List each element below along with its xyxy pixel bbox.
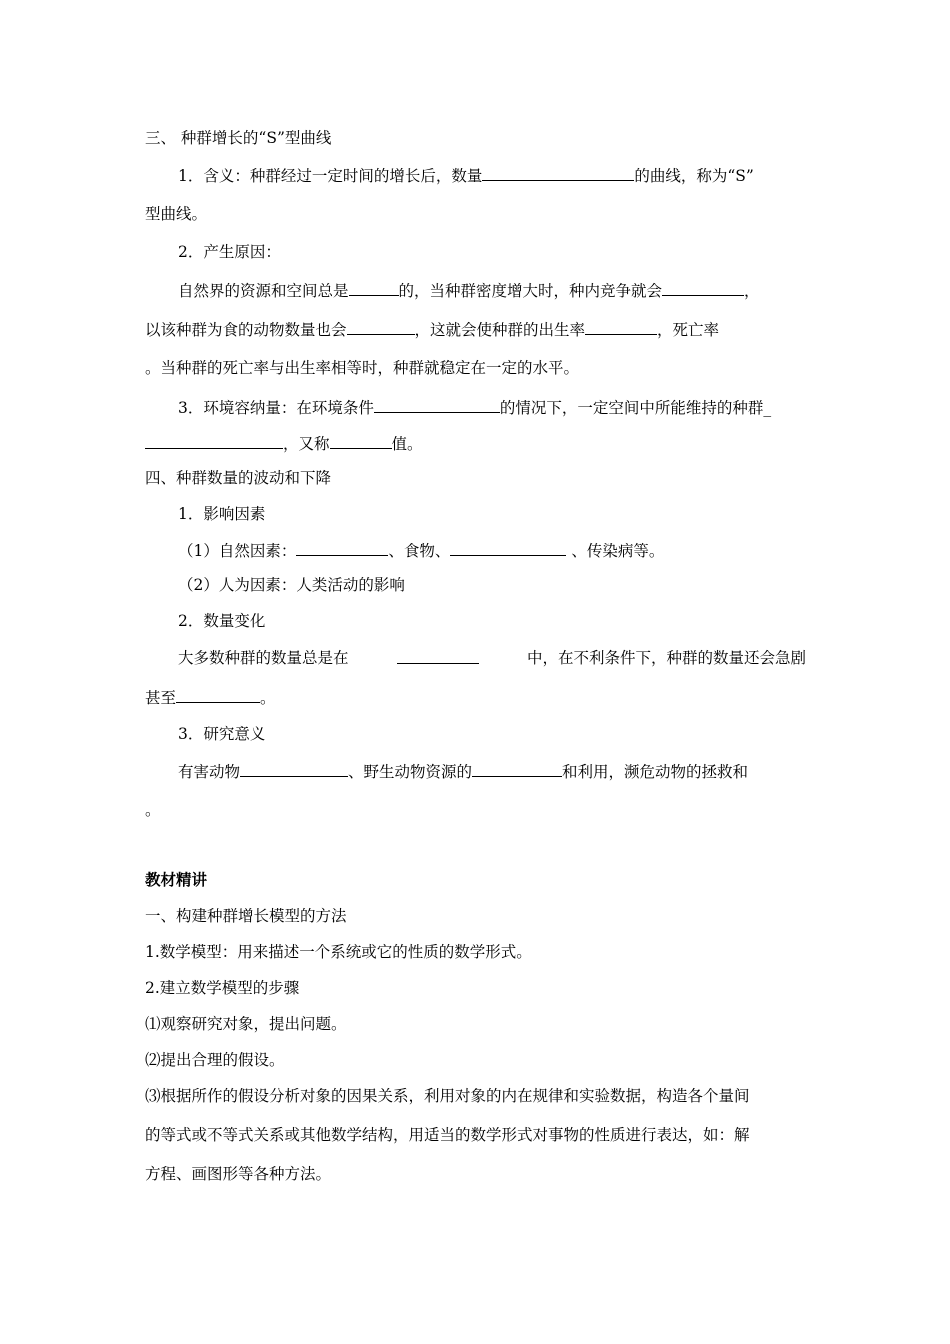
blank-field[interactable] (347, 319, 415, 335)
cause-text-2c: ，死亡率 (657, 321, 720, 339)
lecture-heading: 教材精讲 (145, 870, 208, 889)
lecture-p1: 1.数学模型：用来描述一个系统或它的性质的数学形式。 (145, 943, 532, 961)
lecture-p5-line3: 方程、画图形等各种方法。 (145, 1165, 332, 1183)
blank-field[interactable] (585, 319, 657, 335)
change-text-1a: 大多数种群的数量总是在 (178, 649, 349, 667)
change-line-2 (145, 687, 276, 708)
meaning-cont: 型曲线。 (145, 205, 208, 223)
meaning-text-a: 1．含义：种群经过一定时间的增长后，数量 (178, 167, 483, 185)
blank-field[interactable] (145, 433, 283, 449)
change-text-1b: 中，在不利条件下，种群的数量还会急剧 (526, 649, 806, 667)
lecture-p2: 2.建立数学模型的步骤 (145, 979, 300, 997)
blank-field[interactable] (330, 433, 392, 449)
change-text-2b: 。 (260, 689, 276, 707)
section4-title: 四、种群数量的波动和下降 (145, 469, 332, 487)
section3-title: 三、 种群增长的“S”型曲线 (145, 129, 332, 147)
natural-text-c: 、传染病等。 (566, 542, 665, 560)
blank-field[interactable] (397, 648, 479, 664)
capacity-text-a: 3．环境容纳量：在环境条件 (178, 399, 374, 417)
blank-field[interactable] (662, 280, 744, 296)
capacity-text-c: ，又称 (283, 435, 330, 453)
cause-line-1 (178, 280, 760, 301)
cause-line-2 (145, 319, 719, 340)
significance-title: 3．研究意义 (178, 725, 266, 743)
meaning-text-b: 的曲线，称为“S” (634, 167, 754, 185)
change-title: 2．数量变化 (178, 612, 266, 630)
lecture-p5-line2: 的等式或不等式关系或其他数学结构，用适当的数学形式对事物的性质进行表达，如：解 (145, 1126, 750, 1144)
blank-field[interactable] (482, 165, 634, 181)
factors-title: 1．影响因素 (178, 505, 266, 523)
change-text-2a: 甚至 (145, 689, 177, 707)
cause-text-2a: 以该种群为食的动物数量也会 (145, 321, 347, 339)
blank-field[interactable] (472, 761, 562, 777)
blank-field[interactable] (240, 761, 348, 777)
lecture-p5-line1: ⑶根据所作的假设分析对象的因果关系，利用对象的内在规律和实验数据，构造各个量间 (145, 1087, 750, 1105)
natural-factors-line (178, 540, 664, 561)
cause-text-1b: 的，当种群密度增大时，种内竞争就会 (398, 282, 663, 300)
capacity-text-d: 值。 (391, 435, 423, 453)
cause-text-2b: ，这就会使种群的出生率 (414, 321, 586, 339)
human-factors-line: （2）人为因素：人类活动的影响 (178, 576, 405, 594)
lecture-p3: ⑴观察研究对象，提出问题。 (145, 1015, 347, 1033)
capacity-text-b: 的情况下，一定空间中所能维持的种群_ (499, 399, 772, 417)
significance-line-2: 。 (145, 801, 161, 819)
sig-text-c: 和利用，濒危动物的拯救和 (562, 763, 749, 781)
cause-text-1c: ， (744, 282, 760, 300)
blank-field[interactable] (450, 540, 566, 556)
blank-field[interactable] (296, 540, 388, 556)
natural-text-a: （1）自然因素： (178, 542, 297, 560)
cause-line-3: 。当种群的死亡率与出生率相等时，种群就稳定在一定的水平。 (145, 359, 580, 377)
capacity-line (178, 397, 771, 418)
blank-field[interactable] (374, 397, 500, 413)
blank-field[interactable] (349, 280, 399, 296)
capacity-line-2 (145, 433, 423, 454)
meaning-line (178, 165, 754, 186)
significance-line (178, 761, 748, 782)
cause-text-1a: 自然界的资源和空间总是 (178, 282, 349, 300)
lecture-subheading: 一、构建种群增长模型的方法 (145, 907, 347, 925)
blank-field[interactable] (176, 687, 260, 703)
sig-text-b: 、野生动物资源的 (348, 763, 473, 781)
cause-title: 2．产生原因： (178, 243, 281, 261)
natural-text-b: 、食物、 (388, 542, 451, 560)
lecture-p4: ⑵提出合理的假设。 (145, 1051, 285, 1069)
sig-text-a: 有害动物 (178, 763, 241, 781)
change-line-1 (178, 648, 806, 668)
